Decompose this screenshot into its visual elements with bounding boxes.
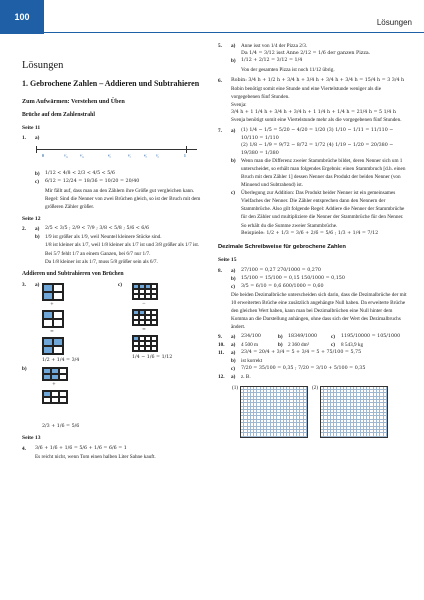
fraction-figure	[132, 335, 158, 352]
task-5b	[218, 57, 408, 65]
task-label: c)	[331, 334, 336, 341]
task-8a	[218, 267, 408, 275]
task-text: Mir fällt auf, dass man an den Zählern ihre Größe gut vergleichen kann.	[45, 187, 195, 194]
task-label: c)	[231, 283, 236, 290]
seite-label: Seite 13	[22, 435, 41, 442]
task-label: c)	[231, 190, 236, 197]
chapter-title: 1. Gebrochene Zahlen – Addieren und Subtrahieren	[22, 79, 200, 89]
task-12	[218, 373, 408, 381]
fraction-figure	[42, 390, 68, 404]
task-text: 7/20 = 35/100 = 0,35 ; 7/20 = 3/10 + 5/100 = 0,35	[241, 366, 366, 372]
task-number: 4.	[22, 445, 26, 452]
subhead: Zum Aufwärmen: Verstehen und Üben	[22, 98, 125, 106]
section-label: Lösungen	[376, 18, 412, 27]
task-text: Beispiele: 1/2 + 1/3 = 3/6 + 2/6 = 5/6 ; 1/3 + 1/4 = 7/12	[241, 230, 379, 236]
task-label: a)	[231, 374, 236, 381]
task-6	[218, 77, 408, 85]
number-line-axis	[36, 149, 197, 150]
seite-label: Seite 12	[22, 215, 41, 222]
task-label: b)	[35, 234, 40, 241]
task-text: Wenn man die Differenz zweier Stammbrüche bildet, deren Nenner sich um 1 unterscheidet, so erhält man folgendes Ergebnis: einen Stammbruch [d.h. einen Bruch mit dem Zähler 1] dessen Nenner das Produkt der beiden Nenner (von Minuend und Subtrahend) ist.	[241, 158, 406, 189]
mark-1: 1	[184, 154, 186, 159]
task-11b	[218, 357, 408, 365]
task-text: 18349/1000	[288, 334, 318, 340]
task-2a	[22, 225, 207, 233]
mark: ²⁄₃	[128, 154, 131, 159]
task-label: c)	[231, 366, 236, 373]
task-4-note	[22, 453, 207, 461]
mark: ²⁄₁₂	[80, 154, 84, 159]
task-label: a)	[231, 334, 236, 341]
page-title: Lösungen	[22, 60, 64, 71]
hundred-grid-1	[240, 386, 308, 438]
task-label: a)	[231, 128, 236, 135]
task-5b-2	[218, 66, 408, 74]
task-label: b)	[231, 58, 236, 65]
task-7c	[218, 189, 408, 229]
task-label: c)	[118, 281, 123, 288]
left-column	[22, 42, 207, 461]
section-title: Dezimale Schreibweise für gebrochene Zahlen	[218, 244, 346, 251]
task-text: Von der gesamten Pizza ist noch 11/12 übrig.	[241, 66, 335, 73]
task-1b	[22, 170, 207, 178]
task-number: 5.	[218, 43, 222, 49]
task-text: Da 1/8 kleiner ist als 1/7, muss 5/8 größer sein als 6/7.	[45, 258, 158, 265]
task-text: ist korrekt	[241, 358, 263, 365]
task-label: c)	[331, 342, 336, 349]
task-label: b)	[278, 342, 283, 349]
fraction-figure	[42, 367, 68, 381]
task-text: Überlegung zur Addition: Das Produkt beider Nenner ist ein gemeinsames Vielfaches der Nenner. Die Zähler entsprechen dann den Nennern der Stammbrüche. Also gilt folgende Regel: Addiere die Nenner der Stammbrüche für den Zähler und multipliziere die Nenner der Stammbrüche für den Nenner. So erhält du die Summe zweier Stammbrüche.	[241, 190, 405, 229]
grid-label: (2)	[312, 384, 319, 391]
page-header	[0, 0, 424, 34]
task-number: 12.	[218, 374, 225, 381]
task-result: 2/3 + 1/6 = 5/6	[42, 423, 80, 429]
task-1c-note	[22, 187, 207, 195]
task-2b-2	[22, 241, 207, 249]
task-text: 15/100 = 15/100 = 0,15 150/1000 = 0,150	[241, 275, 345, 281]
task-text: 234/100	[241, 334, 261, 340]
task-text: z. B.	[241, 374, 251, 381]
fraction-figure	[132, 283, 158, 300]
task-10	[218, 341, 408, 349]
task-text: 23/4 = 20/4 + 3/4 = 5 + 3/4 = 5 + 75/100 = 5,75	[241, 350, 362, 356]
mark: ⁴⁄₈	[108, 154, 111, 159]
task-label: b)	[278, 334, 283, 341]
task-label: a)	[35, 226, 40, 233]
seite-label: Seite 11	[22, 124, 41, 131]
page-number: 100	[0, 0, 44, 34]
grid-cell	[384, 433, 387, 436]
fraction-figure	[42, 337, 64, 355]
fraction-figure	[42, 310, 64, 328]
task-2b-3	[22, 250, 207, 258]
task-7a	[218, 127, 408, 142]
task-text: Svenja benötigt somit eine Viertelstunde mehr als die vorgegebenen fünf Stunden.	[231, 117, 402, 124]
task-text: 1/9 ist größer als 1/9, weil Neuntel kleinere Stücke sind.	[45, 234, 162, 241]
task-text: Bei 5/7 fehlt 1/7 an einem Ganzen, bei 6/7 nur 1/7.	[45, 250, 151, 257]
task-label: a)	[35, 281, 40, 288]
task-8b	[218, 275, 408, 283]
task-result: 1/2 + 1/4 = 3/4	[42, 358, 80, 364]
task-text: Anne isst von 1/4 der Pizza 2/3.	[241, 43, 308, 49]
task-text: Da 1/4 = 3/12 isst Anne 2/12 = 1/6 der ganzen Pizza.	[241, 51, 371, 57]
task-text: 3/4 h + 1 1/4 h + 3/4 h + 3/4 h + 1 1/4 h + 1/4 h = 21/4 h = 5 1/4 h	[231, 109, 396, 115]
task-label: b)	[231, 358, 236, 365]
task-4	[22, 445, 207, 453]
task-6-4	[218, 109, 408, 116]
task-text: 6/12 = 12/24 = 18/36 = 10/20 = 20/40	[45, 179, 140, 185]
task-label: c)	[35, 179, 40, 186]
task-number: 1.	[22, 135, 26, 142]
topic-title-2: Addieren und Subtrahieren von Brüchen	[22, 270, 124, 277]
mark-0: 0	[42, 154, 44, 159]
task-text: Robin benötigt somit eine Stunde und eine Viertelstunde weniger als die vorgegebenen fünf Stunden.	[231, 85, 382, 100]
task-text: 3/6 + 1/6 + 1/6 = 5/6 + 1/6 = 6/6 = 1	[35, 445, 127, 451]
task-number: 10.	[218, 342, 225, 349]
mark: ⁴⁄₅	[144, 154, 147, 159]
task-8c	[218, 283, 408, 291]
task-label: b)	[231, 158, 236, 165]
task-result: 1/4 − 1/6 = 1/12	[132, 355, 173, 361]
task-label: a)	[231, 342, 236, 349]
right-column	[218, 42, 408, 444]
task-label: a)	[231, 350, 236, 357]
task-text: Robin: 3/4 h + 1/2 h + 3/4 h + 3/4 h + 3/4 h + 3/4 h = 15/4 h = 3 3/4 h	[231, 77, 405, 83]
task-label: b)	[35, 171, 40, 178]
task-1-regel	[22, 195, 207, 211]
task-text: Regel: Sind die Nenner von zwei Brüchen gleich, so ist der Bruch mit dem größeren Zähler größer.	[45, 195, 201, 210]
mark: ¹⁄₁₂	[64, 154, 68, 159]
task-number: 7.	[218, 128, 222, 135]
task-text: (2) 1/8 − 1/9 = 9/72 − 8/72 = 1/72 (4) 1/19 − 1/20 = 20/380 − 19/380 = 1/380	[241, 143, 394, 156]
mark: ⁵⁄₆	[156, 154, 159, 159]
task-number: 11.	[218, 350, 225, 357]
topic-title-1: Brüche auf dem Zahlenstrahl	[22, 111, 95, 118]
fraction-figure	[132, 309, 158, 326]
task-text: 27/100 = 0,27 270/1000 = 0,270	[241, 267, 321, 273]
task-text: 1/12 + 2/12 = 3/12 = 1/4	[241, 58, 303, 64]
task-3-figures: 3. a) c) + = 1/2 + 1/4 = 3/4 − = 1/4 − 1/6 = 1/12 b) +	[22, 281, 207, 431]
task-9	[218, 333, 408, 341]
task-number: 3.	[22, 281, 26, 288]
task-text: (1) 1/4 − 1/5 = 5/20 − 4/20 = 1/20 (3) 1/10 − 1/11 = 11/110 − 10/110 = 1/110	[241, 128, 394, 141]
task-number: 2.	[22, 226, 26, 233]
task-text: 1/8 ist kleiner als 1/7, weil 1/8 kleiner als 1/7 ist und 3/8 größer als 1/7 ist.	[45, 242, 200, 249]
task-1a	[22, 134, 207, 142]
tick-1	[186, 146, 187, 153]
task-11a	[218, 349, 408, 357]
task-text: 4 500 m	[241, 342, 259, 349]
task-text: 8 543,9 kg	[341, 342, 364, 349]
task-number: 8.	[218, 267, 222, 274]
task-text: 3/5 = 6/10 = 0,6 600/1000 = 0,60	[241, 283, 324, 289]
task-text: 1/12 < 4/8 < 2/3 < 4/5 < 5/6	[45, 171, 115, 177]
task-label: a)	[35, 135, 40, 142]
hundred-grid-2	[320, 386, 388, 438]
tick-0	[36, 146, 37, 153]
task-text: 2/5 < 3/5 ; 2/9 < 7/9 ; 3/8 < 5/8 ; 5/6 < 6/6	[45, 226, 150, 232]
task-6-3	[218, 101, 408, 109]
task-6-5	[218, 116, 408, 124]
task-text: Svenja:	[231, 101, 247, 108]
fraction-figure	[42, 283, 64, 301]
task-label: a)	[231, 43, 236, 49]
task-1c	[22, 178, 207, 186]
task-2b-4	[22, 258, 207, 266]
header-rule	[44, 32, 424, 33]
grid-label: (1)	[232, 384, 239, 391]
seite-label: Seite 15	[218, 257, 237, 263]
task-text: Die beiden Dezimalbrüche unterscheiden sich darin, dass die Dezimalbrüche der mit 10 erweiterten Brüche eine zusätzlich angehängte Null haben. Da erweiterte Brüche den gleichen Wert haben, kann man bei Dezimalbrüchen eine Null hinter dem Komma an die Darstellung anhängen, ohne dass sich der Wert des Dezimalbruchs ändert.	[231, 291, 407, 331]
task-5a	[218, 42, 408, 50]
task-7b	[218, 157, 408, 189]
task-label: a)	[231, 267, 236, 274]
grid-cell	[304, 433, 307, 436]
task-7c-beispiel	[218, 230, 408, 237]
task-number: 6.	[218, 77, 222, 84]
task-text: 2 360 dm²	[288, 342, 310, 349]
task-text: Es reicht nicht, wenn Tom einen halben Liter Sahne kauft.	[35, 453, 156, 460]
task-8-note	[218, 291, 408, 331]
task-label: b)	[22, 365, 27, 372]
task-text: 1195/10000 = 105/1000	[341, 334, 401, 340]
number-line	[36, 144, 207, 166]
task-number: 9.	[218, 334, 222, 341]
task-2b	[22, 233, 207, 241]
task-12-grids	[218, 384, 408, 444]
task-7a-2	[218, 142, 408, 157]
task-6-2	[218, 85, 408, 101]
task-11c	[218, 365, 408, 373]
task-5a-2	[218, 50, 408, 57]
task-label: b)	[231, 275, 236, 282]
